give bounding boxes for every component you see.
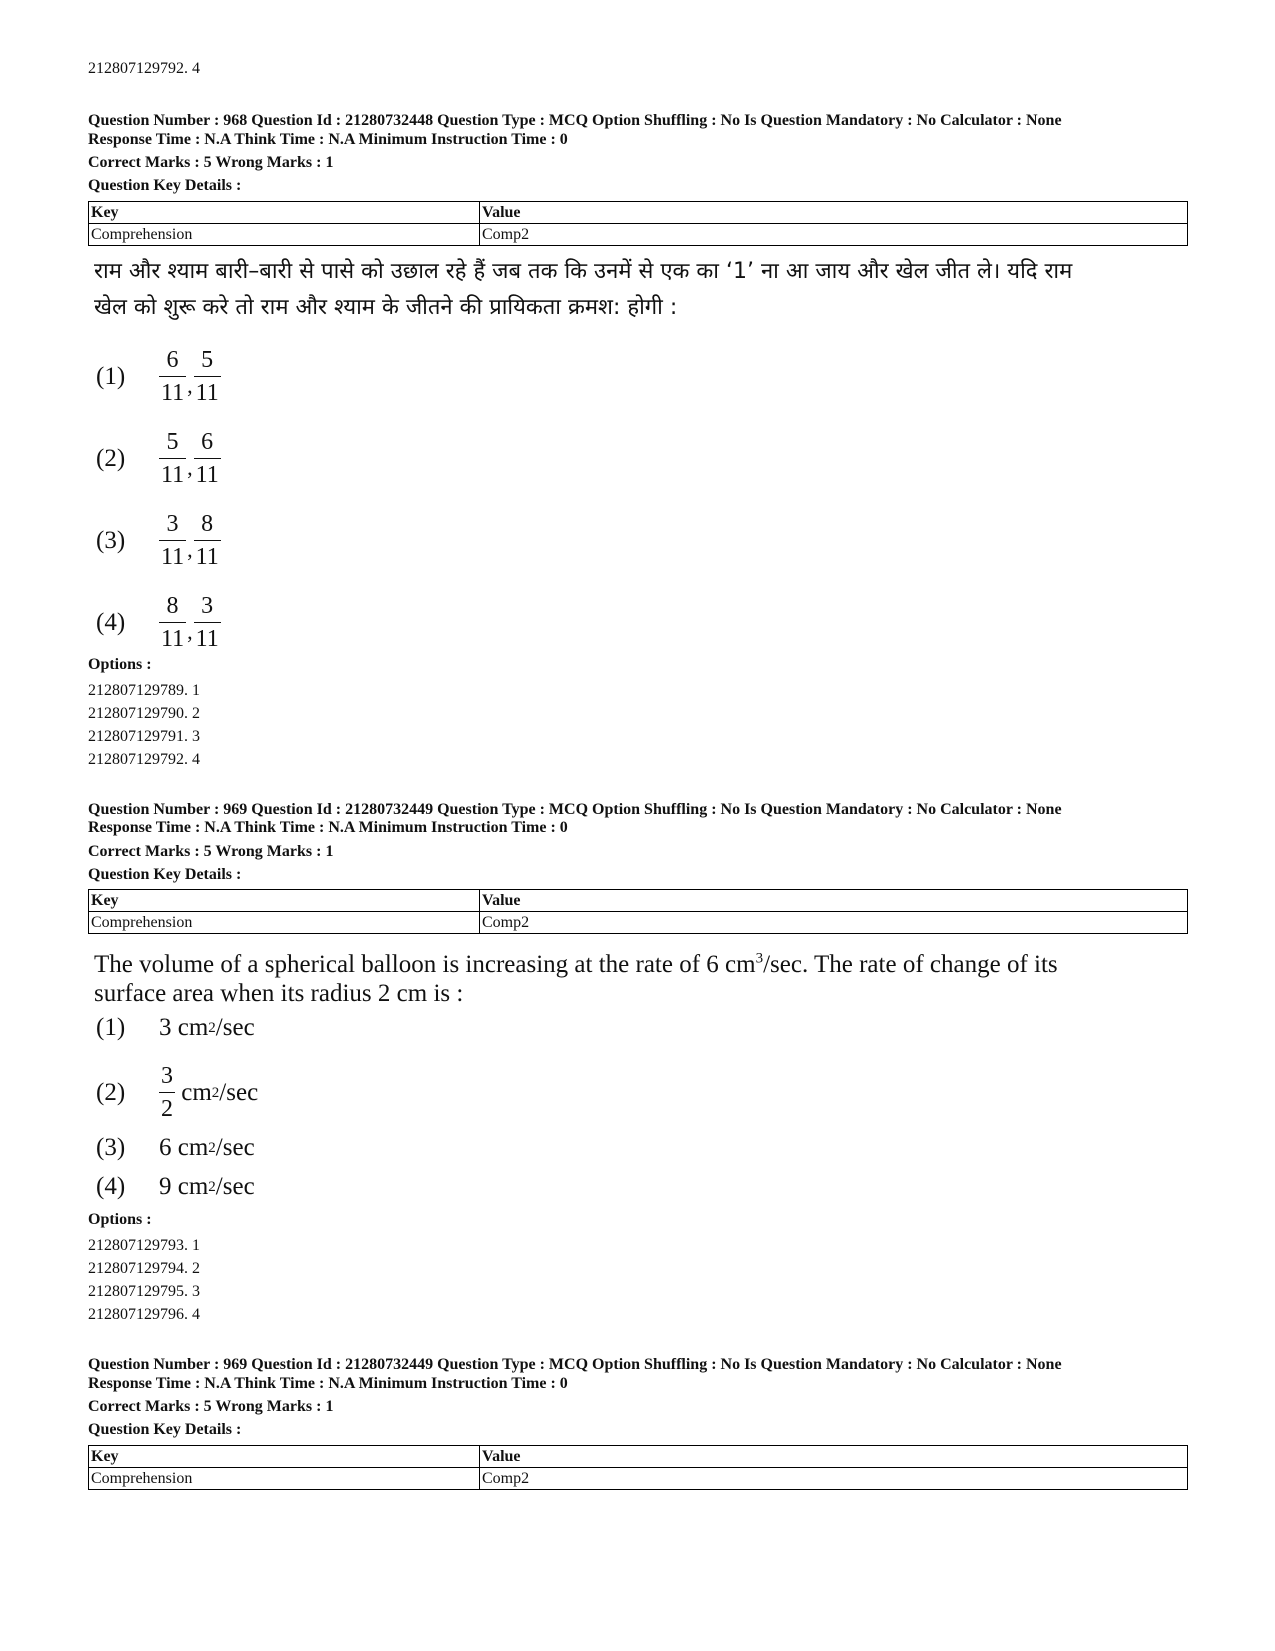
table-header-row bbox=[89, 1446, 1188, 1468]
choice-number: (3) bbox=[96, 1134, 126, 1161]
unit-tail: /sec bbox=[219, 1078, 259, 1106]
choice-number: (4) bbox=[96, 608, 126, 636]
choice-value: 6 bbox=[159, 1134, 172, 1161]
value-cell: Comp2 bbox=[480, 912, 1188, 934]
fraction-numerator: 6 bbox=[201, 429, 214, 455]
separator: , bbox=[187, 373, 193, 398]
fraction bbox=[194, 594, 221, 651]
question-meta-line1: Question Number : 969 Question Id : 21280732449 Question Type : MCQ Option Shuffling : No Is Question Mandatory : No Calculator : None bbox=[88, 1356, 1062, 1373]
choice-value: 3 bbox=[159, 1014, 172, 1041]
question-marks: Correct Marks : 5 Wrong Marks : 1 bbox=[88, 843, 334, 860]
key-header: Key bbox=[89, 890, 480, 912]
unit: cm bbox=[177, 1014, 209, 1041]
key-cell: Comprehension bbox=[89, 224, 480, 246]
key-header: Key bbox=[89, 202, 480, 224]
fraction-numerator: 8 bbox=[166, 593, 179, 619]
fraction-denominator: 11 bbox=[194, 376, 221, 405]
option-id: 212807129796. 4 bbox=[88, 1306, 200, 1323]
value-header: Value bbox=[480, 890, 1188, 912]
option-id: 212807129790. 2 bbox=[88, 705, 200, 722]
choice-number: (2) bbox=[96, 1078, 126, 1106]
choice-number: (1) bbox=[96, 362, 126, 390]
fraction-denominator: 11 bbox=[159, 622, 186, 651]
options-label: Options : bbox=[88, 656, 152, 673]
separator: , bbox=[187, 455, 193, 480]
fraction bbox=[159, 430, 186, 487]
option-id-list bbox=[88, 679, 200, 771]
previous-option-id: 212807129792. 4 bbox=[88, 60, 200, 77]
fraction-denominator: 2 bbox=[159, 1092, 175, 1121]
answer-choice: (4) 9 cm 2 /sec bbox=[96, 1173, 255, 1200]
fraction-denominator: 11 bbox=[159, 376, 186, 405]
question-meta-line1: Question Number : 969 Question Id : 21280732449 Question Type : MCQ Option Shuffling : No Is Question Mandatory : No Calculator : None bbox=[88, 801, 1062, 818]
stem-text: /sec. The rate of change of its bbox=[763, 951, 1058, 978]
answer-choice: (3) 6 cm 2 /sec bbox=[96, 1134, 255, 1161]
unit-tail: /sec bbox=[215, 1173, 255, 1200]
question-meta-line1: Question Number : 968 Question Id : 21280732448 Question Type : MCQ Option Shuffling : No Is Question Mandatory : No Calculator : None bbox=[88, 112, 1062, 129]
key-cell: Comprehension bbox=[89, 912, 480, 934]
answer-choice bbox=[96, 348, 221, 405]
answer-choice bbox=[96, 512, 221, 569]
question-marks: Correct Marks : 5 Wrong Marks : 1 bbox=[88, 154, 334, 171]
table-row bbox=[89, 224, 1188, 246]
fraction bbox=[159, 512, 186, 569]
fraction-numerator: 5 bbox=[201, 347, 214, 373]
fraction bbox=[159, 1064, 175, 1121]
key-header: Key bbox=[89, 1446, 480, 1468]
question-key-table bbox=[88, 201, 1188, 246]
key-cell: Comprehension bbox=[89, 1468, 480, 1490]
option-id: 212807129792. 4 bbox=[88, 751, 200, 768]
fraction-numerator: 6 bbox=[166, 347, 179, 373]
fraction-numerator: 3 bbox=[166, 511, 179, 537]
options-label: Options : bbox=[88, 1211, 152, 1228]
separator: , bbox=[187, 537, 193, 562]
fraction bbox=[194, 512, 221, 569]
stem-superscript: 3 bbox=[755, 950, 764, 967]
value-cell: Comp2 bbox=[480, 224, 1188, 246]
value-cell: Comp2 bbox=[480, 1468, 1188, 1490]
question-meta-line2: Response Time : N.A Think Time : N.A Minimum Instruction Time : 0 bbox=[88, 819, 568, 836]
fraction-denominator: 11 bbox=[159, 458, 186, 487]
unit: cm bbox=[181, 1078, 212, 1106]
question-stem-line2: खेल को शुरू करे तो राम और श्याम के जीतने की प्रायिकता क्रमश: होगी : bbox=[94, 295, 678, 320]
fraction-denominator: 11 bbox=[194, 622, 221, 651]
fraction-denominator: 11 bbox=[194, 540, 221, 569]
answer-choice: (2) $\frac{3}{2}$ cm 2 /sec bbox=[96, 1063, 259, 1122]
fraction bbox=[194, 348, 221, 405]
unit: cm bbox=[177, 1134, 209, 1161]
option-id: 212807129793. 1 bbox=[88, 1237, 200, 1254]
question-stem-line1: राम और श्याम बारी–बारी से पासे को उछाल रहे हैं जब तक कि उनमें से एक का ‘1’ ना आ जाय और खेल जीत ले। यदि राम bbox=[94, 259, 1073, 284]
value-header: Value bbox=[480, 202, 1188, 224]
unit-tail: /sec bbox=[215, 1014, 255, 1041]
table-row bbox=[89, 1468, 1188, 1490]
choice-number: (2) bbox=[96, 444, 126, 472]
unit: cm bbox=[177, 1173, 209, 1200]
fraction-numerator: 3 bbox=[161, 1063, 173, 1089]
question-key-table bbox=[88, 1445, 1188, 1490]
question-marks: Correct Marks : 5 Wrong Marks : 1 bbox=[88, 1398, 334, 1415]
question-stem-line2: surface area when its radius 2 cm is : bbox=[94, 980, 464, 1007]
choice-number: (4) bbox=[96, 1173, 126, 1200]
separator: , bbox=[187, 619, 193, 644]
question-meta-line2: Response Time : N.A Think Time : N.A Minimum Instruction Time : 0 bbox=[88, 131, 568, 148]
question-key-details-label: Question Key Details : bbox=[88, 866, 242, 883]
fraction-numerator: 8 bbox=[201, 511, 214, 537]
option-id: 212807129794. 2 bbox=[88, 1260, 200, 1277]
fraction bbox=[159, 348, 186, 405]
option-id: 212807129789. 1 bbox=[88, 682, 200, 699]
table-header-row bbox=[89, 890, 1188, 912]
option-id-list bbox=[88, 1234, 200, 1326]
choice-number: (3) bbox=[96, 526, 126, 554]
value-header: Value bbox=[480, 1446, 1188, 1468]
answer-choice bbox=[96, 594, 221, 651]
fraction bbox=[194, 430, 221, 487]
option-id: 212807129791. 3 bbox=[88, 728, 200, 745]
table-header-row bbox=[89, 202, 1188, 224]
question-key-details-label: Question Key Details : bbox=[88, 177, 242, 194]
choice-value: 9 bbox=[159, 1173, 172, 1200]
fraction bbox=[159, 594, 186, 651]
option-id: 212807129795. 3 bbox=[88, 1283, 200, 1300]
table-row bbox=[89, 912, 1188, 934]
answer-choice bbox=[96, 430, 221, 487]
answer-choice: (1) 3 cm 2 /sec bbox=[96, 1014, 255, 1041]
stem-text: The volume of a spherical balloon is increasing at the rate of 6 cm bbox=[94, 951, 756, 978]
unit-tail: /sec bbox=[215, 1134, 255, 1161]
fraction-denominator: 11 bbox=[194, 458, 221, 487]
fraction-numerator: 5 bbox=[166, 429, 179, 455]
fraction-denominator: 11 bbox=[159, 540, 186, 569]
fraction-numerator: 3 bbox=[201, 593, 214, 619]
choice-number: (1) bbox=[96, 1014, 126, 1041]
question-meta-line2: Response Time : N.A Think Time : N.A Minimum Instruction Time : 0 bbox=[88, 1375, 568, 1392]
question-key-table bbox=[88, 889, 1188, 934]
question-key-details-label: Question Key Details : bbox=[88, 1421, 242, 1438]
